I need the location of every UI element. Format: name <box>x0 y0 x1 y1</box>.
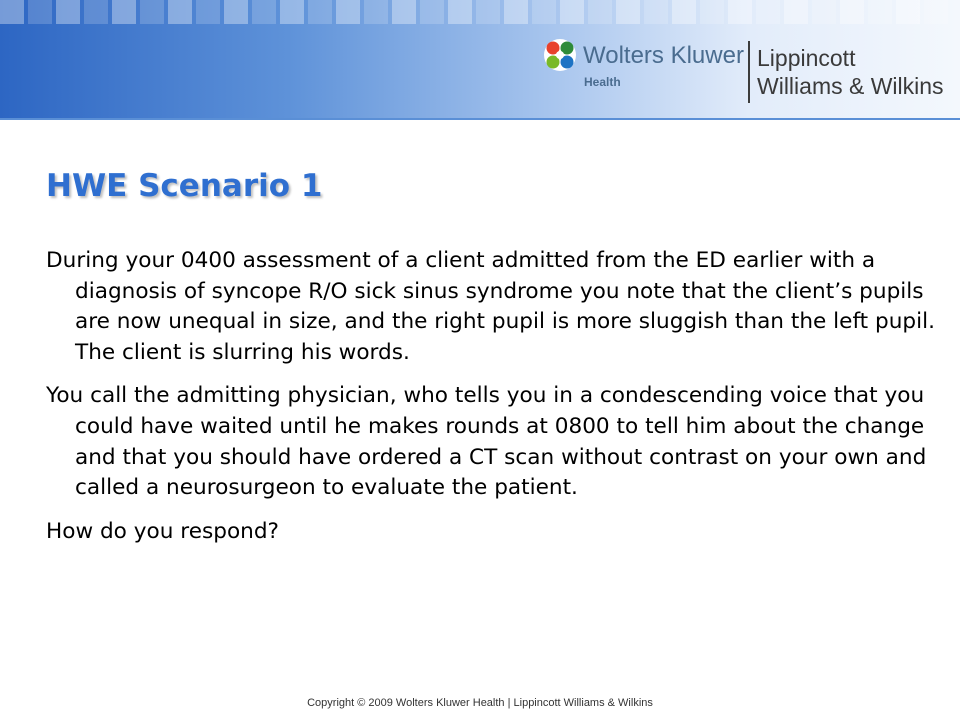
header-banner <box>0 0 960 118</box>
logo-brand: Wolters Kluwer <box>583 42 744 69</box>
slide-title: HWE Scenario 1 <box>46 168 323 204</box>
publisher-logo <box>543 38 960 110</box>
logo-publisher-line2: Williams & Wilkins <box>757 73 944 99</box>
logo-division: Health <box>584 75 621 89</box>
slide-body <box>46 246 946 560</box>
logo-publisher-line1: Lippincott <box>757 45 856 71</box>
body-paragraph-1: During your 0400 assessment of a client admitted from the ED earlier with a diagnosis of syncope R/O sick sinus syndrome you note that the client’s pupils are now unequal in size, and the right pupil is more sluggish than the left pupil. The client is slurring his words. <box>46 248 935 365</box>
wolters-kluwer-globe-icon <box>543 38 577 72</box>
logo-divider <box>748 41 750 103</box>
copyright-footer: Copyright © 2009 Wolters Kluwer Health | Lippincott Williams & Wilkins <box>307 697 653 709</box>
body-paragraph-3: How do you respond? <box>46 518 280 544</box>
header-divider <box>0 118 960 120</box>
header-square-pattern <box>0 0 960 30</box>
body-paragraph-2: You call the admitting physician, who tells you in a condescending voice that you could have waited until he makes rounds at 0800 to tell him about the change and that you should have ordered a CT scan without contrast on your own and called a neurosurgeon to evaluate the patient. <box>46 383 927 501</box>
